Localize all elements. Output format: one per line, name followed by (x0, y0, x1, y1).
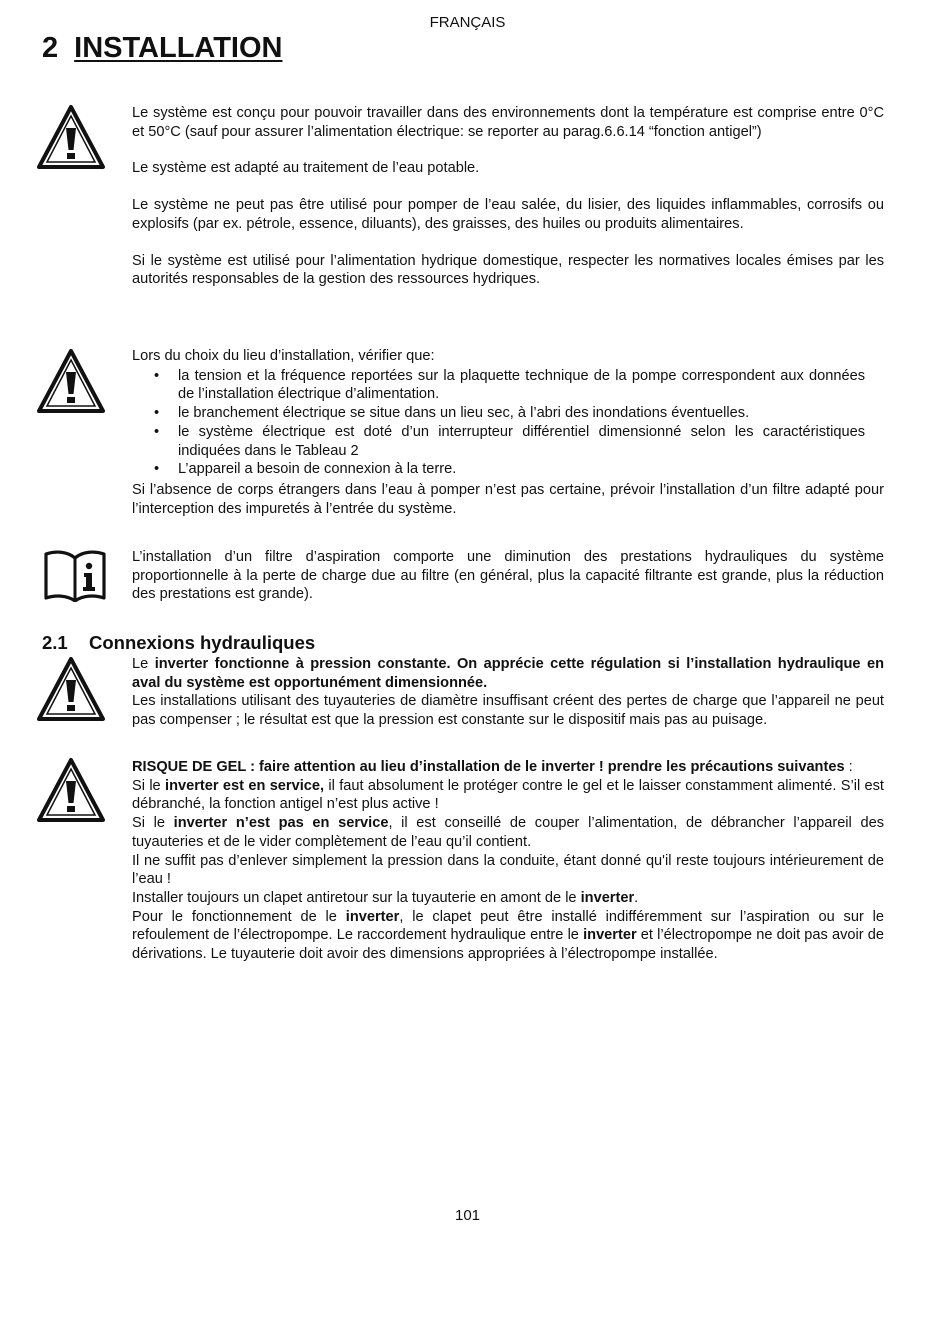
warning-icon (36, 104, 106, 170)
frost-paragraph: Il ne suffit pas d’enlever simplement la pression dans la conduite, étant donné qu'il reste toujours intérieurement de l’eau ! (132, 852, 884, 888)
frost-paragraph (132, 777, 884, 814)
subsection-number: 2.1 (42, 632, 68, 653)
bold-text: inverter (345, 908, 400, 925)
info-text: L’installation d’un filtre d’aspiration comporte une diminution des prestations hydrauliques du système proportionnelle à la perte de charge due au filtre (en général, plus la capacité filtrante est grande, plus la réduction des prestations est grande). (132, 549, 884, 603)
bold-text: inverter n’est pas en service (173, 815, 389, 832)
hydraulic-block (132, 655, 884, 730)
intro-paragraph: Le système est adapté au traitement de l’eau potable. (132, 160, 480, 177)
bold-text: RISQUE DE GEL : faire attention au lieu d’installation de le inverter ! prendre les précautions suivantes (132, 759, 845, 775)
text-run: et l’électropompe ne doit pas avoir de dérivations. Le tuyauterie doit avoir des dimensions appropriées à l’électropompe installée. (132, 927, 885, 963)
bold-text: inverter (583, 927, 637, 944)
location-lead: Lors du choix du lieu d’installation, vérifier que: (132, 348, 435, 364)
warning-icon (36, 348, 106, 414)
text-run: . (634, 889, 639, 906)
text-run: Si le (132, 815, 174, 832)
frost-title (132, 758, 884, 777)
location-checklist (132, 367, 865, 479)
location-block (132, 347, 884, 518)
page-number: 101 (454, 1207, 481, 1224)
frost-paragraph (132, 814, 884, 851)
text-run: , le clapet peut être installé indifféremment sur l’aspiration ou sur le refoulement de l’électropompe. Le raccordement hydraulique entre le (132, 908, 885, 944)
list-item: • la tension et la fréquence reportées sur la plaquette technique de la pompe correspondent aux données de l’installation électrique d’alimentation. (178, 367, 865, 404)
hydraulic-note (132, 655, 884, 692)
text-run: Le (132, 656, 155, 672)
section-heading (42, 32, 282, 65)
intro-paragraph: Le système ne peut pas être utilisé pour pomper de l’eau salée, du lisier, des liquides inflammables, corrosifs ou explosifs (par ex. pétrole, essence, diluants), des graisses, des huiles ou produits alimentaires. (132, 197, 884, 232)
section-number: 2 (42, 32, 59, 64)
text-run: , il est conseillé de couper l’alimentation, de débrancher l’appareil des tuyauteries et de le vider complètement de l’eau qu’il contient. (132, 815, 884, 850)
list-item: • le branchement électrique se situe dans un lieu sec, à l’abri des inondations éventuelles. (178, 404, 865, 423)
hydraulic-paragraph: Les installations utilisant des tuyauteries de diamètre insuffisant créent des pertes de charge que l’appareil ne peut pas compenser ; le résultat est que la pression est constante sur le dispositif mais pas au puisage. (132, 693, 884, 729)
text-run: : (844, 759, 853, 775)
text-run: Installer toujours un clapet antiretour sur la tuyauterie en amont de le (132, 889, 581, 906)
subsection-heading (42, 632, 315, 654)
language-header: FRANÇAIS (429, 14, 506, 31)
filter-advice: Si l’absence de corps étrangers dans l’eau à pomper n’est pas certaine, prévoir l’installation d’un filtre adapté pour l’interception des impuretés à l’entrée du système. (132, 481, 884, 517)
frost-paragraph (132, 908, 884, 964)
intro-paragraph: Si le système est utilisé pour l’alimentation hydrique domestique, respecter les normatives locales émises par les autorités responsables de la gestion des ressources hydriques. (132, 252, 884, 288)
text-run: il faut absolument le protéger contre le gel et le laisser constamment alimenté. S’il est débranché, la fonction antigel n’est plus active ! (132, 777, 884, 813)
info-book-icon (43, 548, 107, 602)
frost-block (132, 758, 884, 964)
warning-icon (36, 656, 106, 722)
info-block (132, 548, 884, 604)
subsection-title: Connexions hydrauliques (89, 632, 316, 653)
warning-icon (36, 757, 106, 823)
list-item: • L’appareil a besoin de connexion à la terre. (178, 460, 865, 479)
text-run: Pour le fonctionnement de le (132, 908, 346, 925)
text-run: Si le (132, 777, 166, 794)
bold-text: inverter est en service, (165, 777, 325, 794)
frost-paragraph (132, 889, 884, 908)
bold-text: inverter (580, 889, 635, 906)
intro-paragraph: Le système est conçu pour pouvoir travailler dans des environnements dont la température est comprise entre 0°C et 50°C (sauf pour assurer l’alimentation électrique: se reporter au parag.6.6.14 “fonction antigel”) (132, 105, 884, 140)
intro-block (132, 104, 884, 289)
section-title: INSTALLATION (74, 32, 283, 64)
bold-text: inverter fonctionne à pression constante. On apprécie cette régulation si l’installation hydraulique en aval du système est opportunément dimensionnée. (132, 656, 884, 691)
list-item: • le système électrique est doté d’un interrupteur différentiel dimensionné selon les caractéristiques indiquées dans le Tableau 2 (178, 423, 865, 460)
